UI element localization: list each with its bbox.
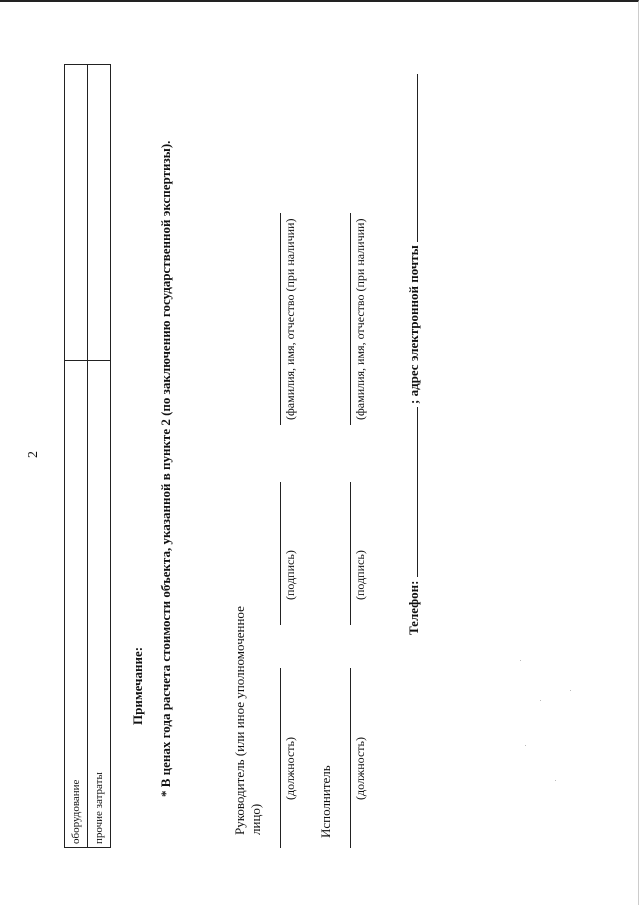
executor-position-caption: (должность) xyxy=(353,737,367,800)
scan-smudge xyxy=(570,690,571,691)
email-field[interactable] xyxy=(405,74,418,242)
scan-smudge xyxy=(525,745,526,746)
head-name-caption: (фамилия, имя, отчество (при наличии) xyxy=(283,218,297,420)
table-row xyxy=(65,65,88,848)
executor-name-line xyxy=(350,213,351,425)
phone-label: Телефон: xyxy=(406,580,421,635)
table-cell-label: оборудование xyxy=(65,361,88,848)
table-cell-value xyxy=(65,65,88,361)
head-position-caption: (должность) xyxy=(283,737,297,800)
executor-label: Исполнитель xyxy=(318,765,333,838)
note-title: Примечание: xyxy=(130,646,145,725)
email-label: ; адрес электронной почты xyxy=(406,245,421,405)
scan-smudge xyxy=(540,700,541,701)
head-label: Руководитель (или иное уполномоченное лицо) xyxy=(232,606,263,835)
head-signature-line xyxy=(280,482,281,625)
executor-signature-line xyxy=(350,482,351,625)
table-cell-label: прочие затраты xyxy=(88,361,111,848)
cost-table xyxy=(64,64,111,848)
head-signature-caption: (подпись) xyxy=(283,550,297,600)
head-name-line xyxy=(280,213,281,425)
head-position-line xyxy=(280,668,281,848)
table-row xyxy=(88,65,111,848)
note-text: * В ценах года расчета стоимости объекта, указанной в пункте 2 (по заключению государственной экспертизы). xyxy=(158,140,173,797)
contacts-line xyxy=(405,74,422,635)
executor-position-line xyxy=(350,668,351,848)
scan-smudge xyxy=(520,660,521,661)
executor-name-caption: (фамилия, имя, отчество (при наличии) xyxy=(353,218,367,420)
executor-signature-caption: (подпись) xyxy=(353,550,367,600)
page-number: 2 xyxy=(26,451,41,458)
table-cell-value xyxy=(88,65,111,361)
phone-field[interactable] xyxy=(405,407,418,577)
scan-smudge xyxy=(555,780,556,781)
